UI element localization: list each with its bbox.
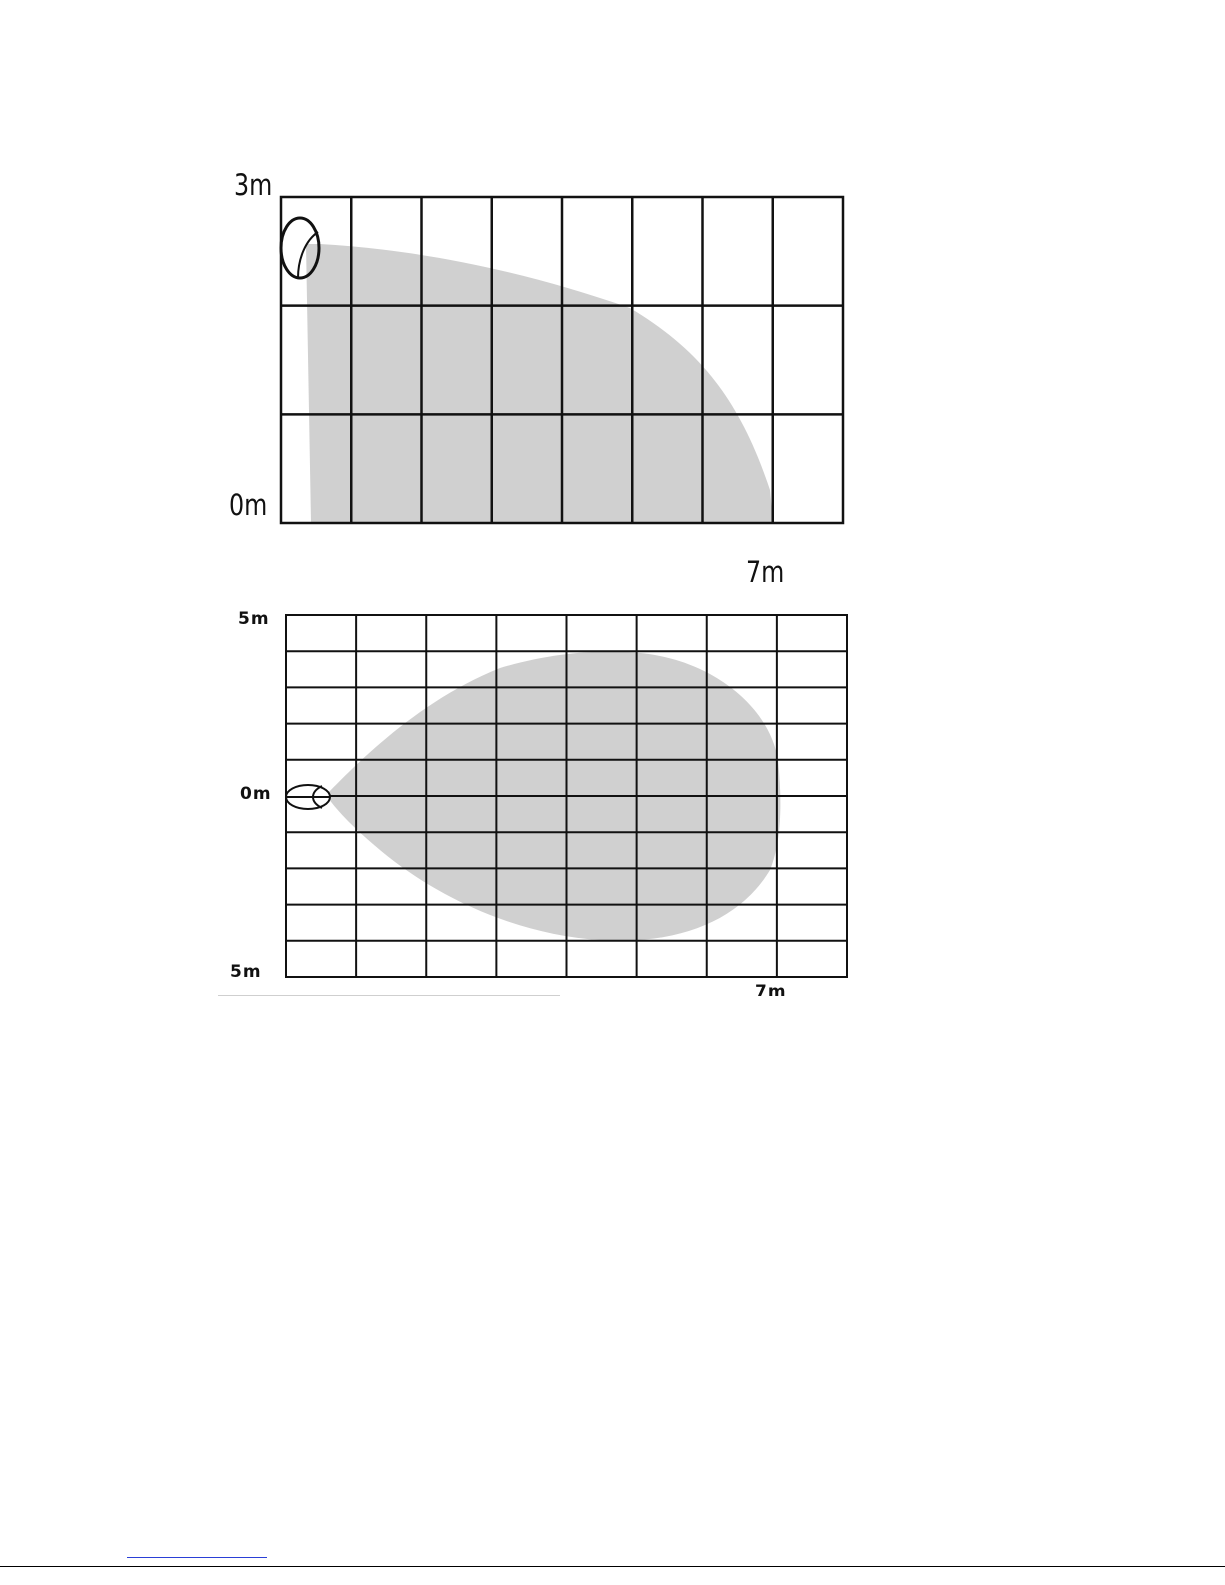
top-sensor-icon [286, 785, 330, 809]
top-x-end-label: 7m [755, 984, 787, 996]
side-y-bottom-label: 0m [229, 488, 268, 522]
top-grid [286, 615, 847, 977]
top-y-top-label: 5m [238, 609, 270, 629]
separator-line [218, 995, 560, 996]
side-x-end-label: 7m [746, 555, 785, 589]
footnote-link-rule [127, 1557, 267, 1558]
side-y-top-label: 3m [234, 168, 273, 202]
top-x-end-label-clip [755, 984, 805, 996]
top-y-center-label: 0m [240, 784, 272, 804]
page-bottom-rule [0, 1566, 1225, 1567]
top-y-bottom-label: 5m [230, 962, 262, 982]
